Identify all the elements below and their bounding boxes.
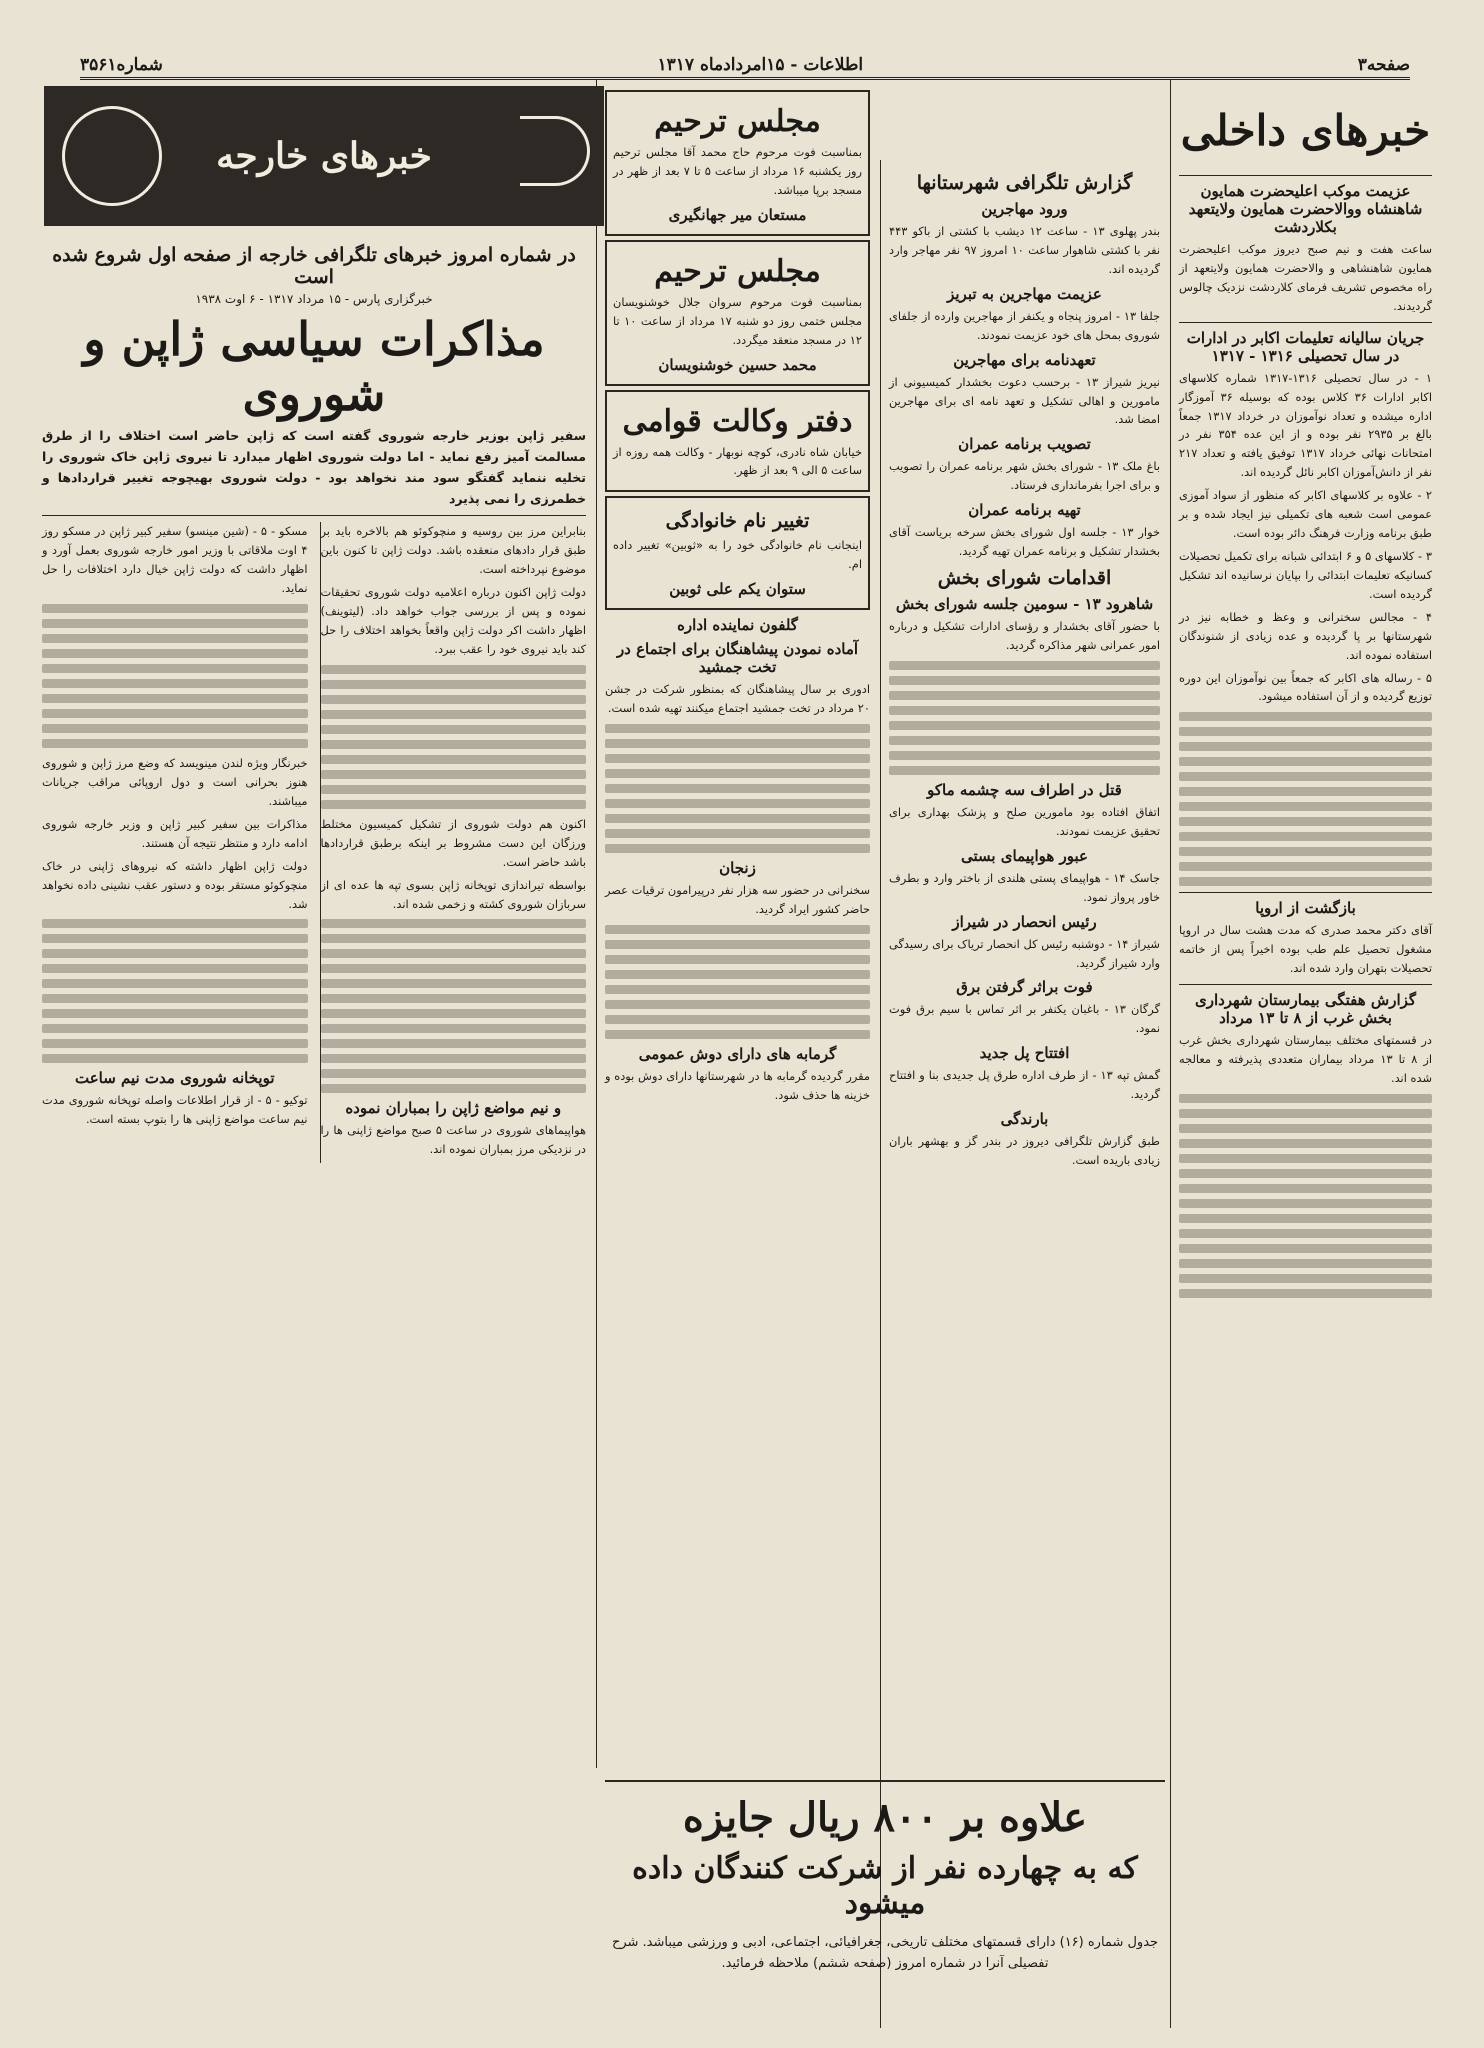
report-headline: ورود مهاجرین: [981, 200, 1068, 218]
report-headline: عزیمت مهاجرین به تبریز: [947, 284, 1102, 303]
report-text: جاسک ۱۴ - هواپیمای پستی هلندی از باختر وارد و بطرف خاور پرواز نمود.: [889, 870, 1160, 904]
report-text: شیراز ۱۴ - دوشنبه رئیس کل انحصار تریاک برای رسیدگی وارد شیراز گردید.: [889, 936, 1160, 970]
adult-education-text: ۱ - در سال تحصیلی ۱۳۱۶-۱۳۱۷ شماره کلاسهای اکابر ادارات ۳۶ کلاس بوده که بوسیله ۳۶ آموزگار اداره میشده و تعداد نوآموزان در خرداد ۱۳۱۷ جمعاً بالغ بر ۲۹۳۵ نفر بوده و از این عده ۳۵۴ نفر در امتحانات نهائی خرداد ۱۳۱۷ توفیق یافته و تعداد ۲۱۷ نفر از دانش‌آموزان اکابر نائل گردیده اند.: [1179, 370, 1432, 480]
column-text-lines: [42, 919, 308, 1063]
prize-headline: علاوه بر ۸۰۰ ریال جایزه: [682, 1794, 1088, 1841]
foreign-news-paragraph: بواسطه تیراندازی توپخانه ژاپن بسوی تپه ها عده ای از سربازان شوروی کشته و زخمی شده اند.: [320, 877, 586, 911]
report-headline: تعهدنامه برای مهاجرین: [953, 350, 1096, 369]
report-headline: افتتاح پل جدید: [979, 1044, 1070, 1063]
foreign-news-paragraph: خبرنگار ویژه لندن مینویسد که وضع مرز ژاپن و شوروی هنوز بحرانی است و دول اروپائی مراقب جریانات میباشند.: [42, 756, 308, 808]
prize-subline: که به چهارده نفر از شرکت کنندگان داده میشود: [632, 1851, 1138, 1921]
report-headline: تصویب برنامه عمران: [958, 435, 1091, 454]
artillery-text: توکیو - ۵ - از قرار اطلاعات واصله توپخانه شوروی مدت نیم ساعت مواضع ژاپنی ها را بتوپ بسته است.: [42, 1093, 308, 1127]
report-headline: عبور هواپیمای بستی: [960, 846, 1088, 865]
foreign-news-paragraph: مسکو - ۵ - (شین مینسو) سفیر کبیر ژاپن در مسکو روز ۴ اوت ملاقاتی با وزیر امور خارجه شوروی بعمل آورد و اظهار داشت که دولت ژاپن خیال دارد اختلافات را حل نماید.: [42, 524, 308, 596]
mourning-notice: [605, 90, 870, 236]
return-from-europe-headline: بازگشت از اروپا: [1255, 899, 1356, 918]
report-text: جلفا ۱۳ - امروز پنجاه و یکنفر از مهاجرین وارده از جلفای شوروی بمحل های خود عزیمت نمودند.: [889, 308, 1161, 342]
divider: [1179, 322, 1432, 323]
scouts-text: ادوری بر سال پیشاهنگان که بمنظور شرکت در جشن ۲۰ مرداد در تخت جمشید اجتماع میکنند تهیه شده است.: [605, 682, 870, 716]
bathhouse-text: مقرر گردیده گرمابه ها در شهرستانها دارای دوش بوده و خزینه ها حذف شود.: [605, 1068, 870, 1102]
domestic-news-banner: خبرهای داخلی: [1179, 86, 1432, 176]
column-text-lines: [321, 665, 587, 809]
column-text-lines: [42, 604, 308, 748]
adult-education-text: ۴ - مجالس سخنرانی و وعظ و خطابه نیز در شهرستانها بر پا گردیده و عده زیادی از شنوندگان استفاده نموده اند.: [1179, 609, 1432, 662]
zanjan-headline: زنجان: [719, 859, 756, 878]
crossword-prize-ad: [605, 1780, 1165, 2020]
name-change-notice: [605, 496, 870, 610]
report-headline: تهیه برنامه عمران: [968, 501, 1081, 520]
paper-date: اطلاعات - ۱۵امرداد‌ماه ۱۳۱۷: [657, 54, 864, 75]
office-phone-heading: گلفون نماینده اداره: [677, 616, 798, 635]
report-headline: قتل در اطراف سه چشمه ماکو: [927, 780, 1122, 799]
gramophone-horn-icon: [520, 116, 590, 186]
notices-column: [596, 80, 878, 1768]
law-office-ad: [605, 390, 870, 493]
mourning-notice-signature: محمد حسین خوشنویسان: [658, 355, 817, 374]
report-text: اتفاق افتاده بود مامورین صلح و پزشک بهداری برای تحقیق عزیمت نمودند.: [889, 804, 1160, 838]
foreign-news-paragraph: مذاکرات بین سفیر کبیر ژاپن و وزیر خارجه شوروی ادامه دارد و منتظر نتیجه آن هستند.: [42, 816, 308, 850]
mourning-notice-text: بمناسبت فوت مرحوم سروان جلال خوشنویسان مجلس ختمی روز دو شنبه ۱۷ مرداد از ساعت ۱۰ تا ۱۲ در مسجد منعقد میگردد.: [613, 294, 863, 347]
divider: [42, 515, 586, 516]
mourning-notice-signature: مستعان میر جهانگیری: [668, 205, 807, 224]
scouts-headline: آماده نمودن پیشاهنگان برای اجتماع در تخت جمشید: [616, 640, 859, 677]
column-text-lines: [889, 661, 1160, 775]
japan-soviet-lead: سفیر ژاپن بوزیر خارجه شوروی گفته است که ژاپن حاضر است اختلاف را از طرق مسالمت آمیز رفع نماید - اما دولت شوروی اظهار میدارد تا نیروی ژاپن خاک شوروی را تخلیه ننماید گفتگو سود مند نخواهد بود - دولت شوروی بهیچوجه تغییر قراردادها و خطمرزی را نمی پذیرد: [42, 428, 586, 506]
japan-soviet-headline: مذاکرات سیاسی ژاپن و شوروی: [83, 312, 545, 422]
report-headline: رئیس انحصار در شیراز: [952, 912, 1097, 931]
law-office-text: خیابان شاه نادری، کوچه نوبهار - وکالت همه روزه از ساعت ۵ الی ۹ بعد از ظهر.: [613, 444, 862, 478]
masthead: [80, 52, 1410, 80]
foreign-news-banner-title: خبرهای خارجه: [216, 135, 432, 177]
divider: [1179, 984, 1432, 985]
foreign-news-dateline: خبرگزاری پارس - ۱۵ مرداد ۱۳۱۷ - ۶ اوت ۱۹۳۸: [195, 292, 433, 306]
report-text: با حضور آقای بخشدار و رؤسای ادارات تشکیل و درباره امور عمرانی شهر مذاکره گردید.: [889, 619, 1160, 652]
column-text-lines: [605, 925, 870, 1039]
foreign-news-banner: [44, 86, 604, 226]
hospital-report-headline: گزارش هفتگی بیمارستان شهرداری بخش غرب از ۸ تا ۱۳ مرداد: [1194, 991, 1417, 1028]
artillery-headline: توپخانه شوروی مدت نیم ساعت: [74, 1069, 275, 1088]
issue-number: شماره۳۵۶۱: [80, 54, 163, 75]
adult-education-headline: جریان سالیانه تعلیمات اکابر در ادارات در سال تحصیلی ۱۳۱۶ - ۱۳۱۷: [1186, 328, 1425, 365]
report-headline: فوت براثر گرفتن برق: [956, 978, 1093, 997]
domestic-news-column: [1170, 80, 1440, 2028]
report-text: بندر پهلوی ۱۳ - ساعت ۱۲ دیشب با کشتی از باکو ۴۴۳ نفر با کشتی شاهوار ساعت ۱۰ امروز ۹۷ نفر مهاجر وارد گردیده اند.: [889, 224, 1161, 276]
column-text-lines: [1179, 712, 1432, 886]
foreign-news-paragraph: دولت ژاپن اکنون درباره اعلامیه دولت شوروی تحقیقات نموده و پس از بررسی جواب خواهد داد. (لیتوینف) اظهار داشت اکر دولت ژاپن واقعاً بخواهد اختلاف را حل کند باید نیروی خود را عقب ببرد.: [320, 585, 586, 656]
report-text: طبق گزارش تلگرافی دیروز در بندر گز و بهشهر باران زیادی باریده است.: [889, 1134, 1160, 1168]
report-text: گمش تپه ۱۳ - از طرف اداره طرق پل جدیدی بنا و افتتاح گردید.: [889, 1068, 1160, 1102]
provincial-reports-headline: گزارش تلگرافی شهرستانها: [916, 172, 1133, 194]
column-text-lines: [321, 919, 587, 1093]
foreign-news-paragraph: اکنون هم دولت شوروی از تشکیل کمیسیون مختلط ورزگان این دست مشروط بر اینکه برطبق قراردادها باشد حاضر است.: [320, 816, 586, 869]
report-text: گرگان ۱۳ - باغبان یکنفر بر اثر تماس با سیم برق فوت نمود.: [889, 1002, 1161, 1036]
foreign-news-subcolumn: [320, 522, 587, 1163]
foreign-news-columns: [42, 522, 586, 1163]
bombing-text: هواپیماهای شوروی در ساعت ۵ صبح مواضع ژاپنی ها را در نزدیکی مرز بمباران نموده اند.: [320, 1123, 586, 1157]
hospital-report-text: در قسمتهای مختلف بیمارستان شهرداری بخش غرب از ۸ تا ۱۳ مرداد بیماران متعددی پذیرفته و معالجه شده اند.: [1179, 1033, 1432, 1085]
prize-details: جدول شماره (۱۶) دارای قسمتهای مختلف تاریخی، جغرافیائی، اجتماعی، ادبی و ورزشی میباشد. شرح تفصیلی آنرا در شماره امروز (صفحه ششم) ملاحظه فرمائید.: [611, 1935, 1159, 1971]
report-text: نیریز شیراز ۱۳ - برحسب دعوت بخشدار کمیسیونی از مامورین و اهالی تشکیل و تعهد نامه ای برای مهاجرین امضا شد.: [889, 374, 1160, 427]
name-change-signature: ستوان یکم علی ثوبین: [669, 580, 806, 599]
foreign-news-notice: در شماره امروز خبرهای تلگرافی خارجه از صفحه اول شروع شده است: [52, 244, 576, 288]
column-text-lines: [605, 724, 870, 853]
foreign-news-section: [34, 232, 594, 2028]
report-headline: شاهرود ۱۳ - سومین جلسه شورای بخش: [895, 595, 1154, 614]
report-headline: اقدامات شورای بخش: [937, 567, 1112, 590]
divider: [1179, 892, 1432, 893]
report-text: خوار ۱۳ - جلسه اول شورای بخش سرخه بریاست آقای بخشدار تشکیل و برنامه عمران تهیه گردید.: [889, 525, 1160, 559]
mourning-notice-title: مجلس ترحیم: [654, 253, 821, 289]
name-change-text: اینجانب نام خانوادگی خود را به «ثوبین» تغییر داده ام.: [613, 538, 862, 572]
foreign-news-paragraph: بنابراین مرز بین روسیه و منچوکوئو هم بالاخره باید بر طبق قرار دادهای منعقده باشد. دولت ژاپن تا کنون باین موضوع نپرداخته است.: [320, 524, 586, 577]
mourning-notice-title: مجلس ترحیم: [654, 104, 821, 139]
law-office-title: دفتر وکالت قوامی: [622, 403, 853, 439]
mourning-notice-text: بمناسبت فوت مرحوم حاج محمد آقا مجلس ترحیم روز یکشنبه ۱۶ مرداد از ساعت ۵ تا ۷ بعد از ظهر در مسجد برپا میباشد.: [613, 145, 862, 197]
column-text-lines: [1179, 1094, 1432, 1298]
provincial-reports-column: [880, 160, 1168, 2028]
foreign-news-paragraph: دولت ژاپن اظهار داشته که نیروهای ژاپنی در خاک منچوکوئو مستقر بوده و دستور عقب نشینی داده نخواهد شد.: [42, 858, 308, 911]
bathhouse-headline: گرمابه های دارای دوش عمومی: [638, 1044, 837, 1063]
adult-education-text: ۳ - کلاسهای ۵ و ۶ ابتدائی شبانه برای تکمیل تحصیلات کسانیکه تعلیمات ابتدائی را بپایان نرسانیده اند تشکیل گردیده است.: [1179, 548, 1433, 601]
report-text: باغ ملک ۱۳ - شورای بخش شهر برنامه عمران را تصویب و برای اجرا بفرمانداری فرستاد.: [889, 459, 1161, 493]
return-from-europe-text: آقای دکتر محمد صدری که مدت هشت سال در اروپا مشغول تحصیل علم طب بوده اخیراً پس از خاتمه تحصیلات بتهران وارد شده اند.: [1179, 923, 1432, 976]
report-headline: بارندگی: [1000, 1110, 1049, 1129]
mourning-notice: [605, 240, 870, 386]
page-number: صفحه۳: [1357, 54, 1410, 75]
zanjan-text: سخنرانی در حضور سه هزار نفر درپیرامون ترقیات عصر حاضر کشور ایراد گردید.: [605, 883, 870, 916]
name-change-title: تغییر نام خانوادگی: [665, 510, 810, 533]
globe-icon: [62, 106, 162, 206]
royal-journey-headline: عزیمت موکب اعلیحضرت همایون شاهنشاه ووالاحضرت همایون ولایتعهد بکلاردشت: [1188, 182, 1423, 236]
adult-education-text: ۵ - رساله های اکابر که جمعاً بین نوآموزان این دوره توزیع گردیده و از آن استفاده میشود.: [1179, 670, 1432, 704]
adult-education-text: ۲ - علاوه بر کلاسهای اکابر که منظور از سواد آموزی عمومی است شعبه های تکمیلی نیز ایجاد شده و بر طبق برنامه وزارت فرهنگ دائر بوده است.: [1179, 488, 1432, 541]
royal-journey-text: ساعت هفت و نیم صبح دیروز موکب اعلیحضرت همایون شاهنشاهی و والاحضرت همایون ولایتعهد از راه مخصوص تشریف فرمای کلاردشت نزدیک چالوس گردیدند.: [1179, 242, 1432, 313]
foreign-news-subcolumn: [42, 522, 308, 1163]
bombing-headline: و نیم مواضع ژاپن را بمباران نموده: [345, 1099, 562, 1118]
